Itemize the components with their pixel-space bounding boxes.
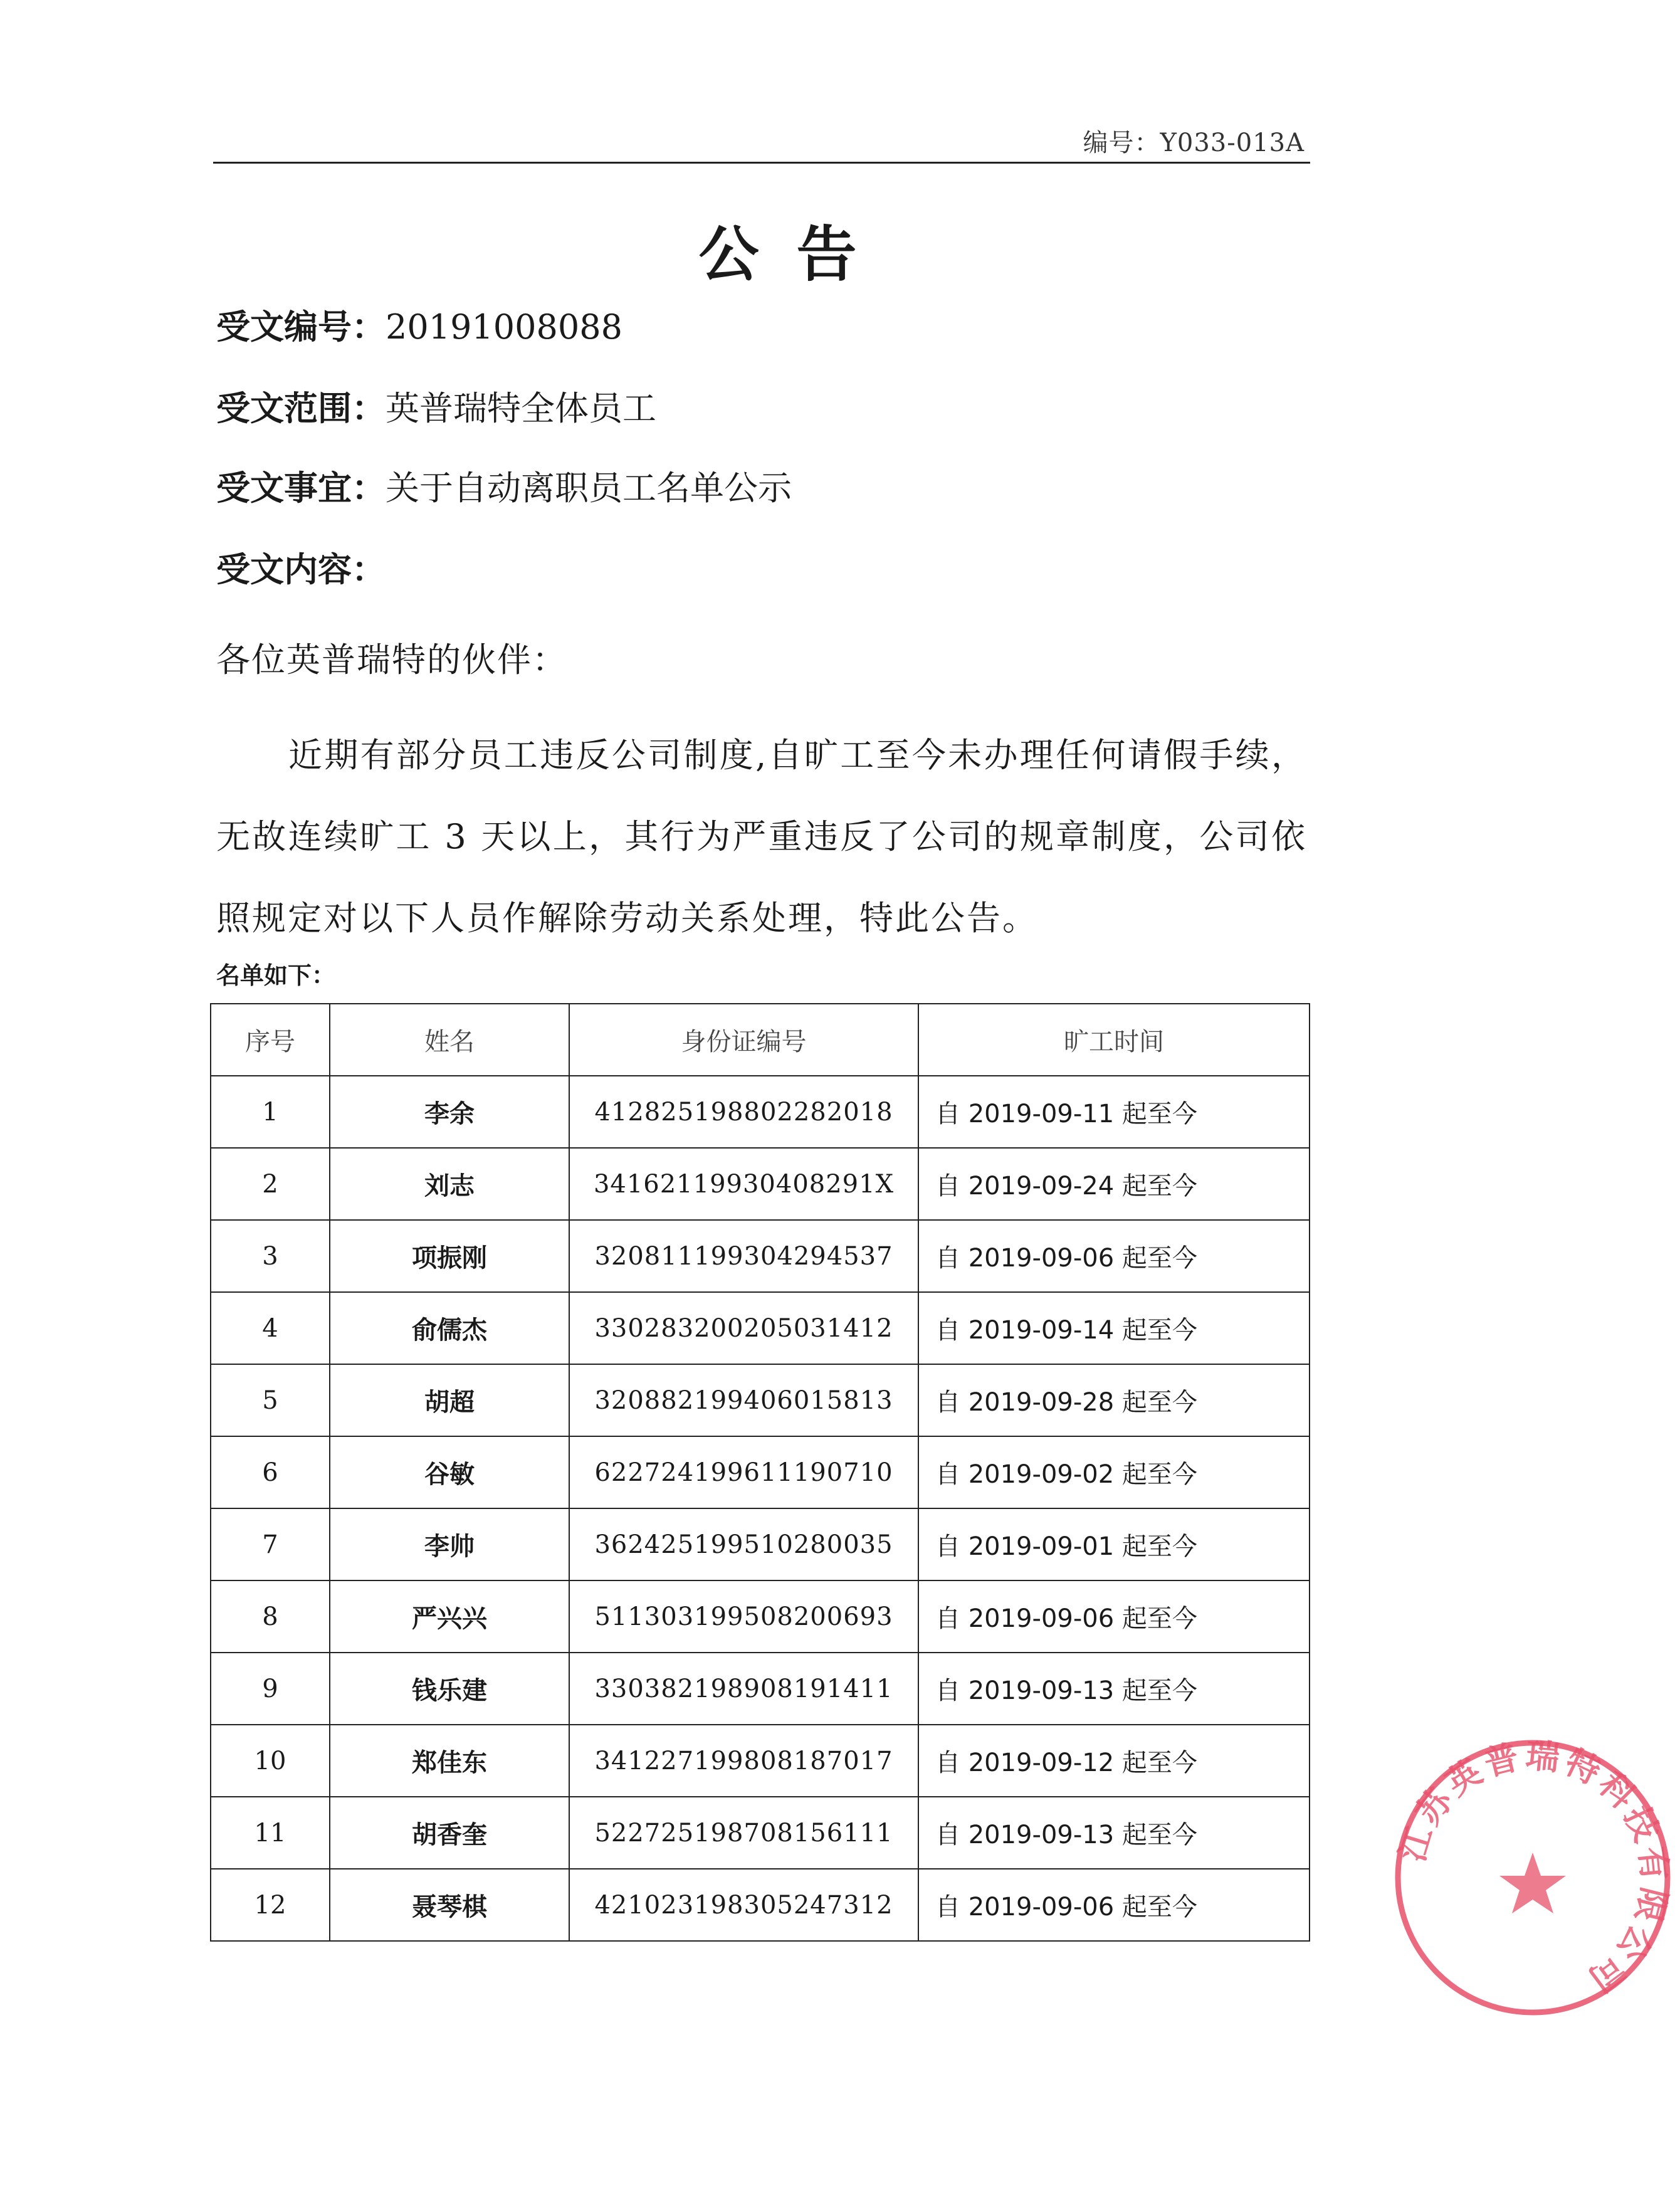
row-seq: 11 bbox=[211, 1797, 330, 1869]
dismissal-table bbox=[210, 1003, 1310, 1942]
row-seq: 4 bbox=[211, 1292, 330, 1364]
table-row bbox=[211, 1725, 1310, 1797]
header-name: 姓名 bbox=[330, 1004, 569, 1076]
row-name: 聂琴棋 bbox=[330, 1869, 569, 1941]
field-matter-label: 受文事宜： bbox=[216, 468, 386, 508]
row-absence-period: 自 2019-09-01 起至今 bbox=[918, 1508, 1310, 1580]
header-seq: 序号 bbox=[211, 1004, 330, 1076]
row-id-number: 341227199808187017 bbox=[569, 1725, 918, 1797]
row-id-number: 330382198908191411 bbox=[569, 1653, 918, 1725]
row-id-number: 330283200205031412 bbox=[569, 1292, 918, 1364]
table-row bbox=[211, 1364, 1310, 1436]
header-time: 旷工时间 bbox=[918, 1004, 1310, 1076]
row-seq: 1 bbox=[211, 1076, 330, 1148]
row-name: 李余 bbox=[330, 1076, 569, 1148]
row-absence-period: 自 2019-09-24 起至今 bbox=[918, 1148, 1310, 1220]
field-matter bbox=[216, 468, 792, 508]
table-row bbox=[211, 1292, 1310, 1364]
row-absence-period: 自 2019-09-11 起至今 bbox=[918, 1076, 1310, 1148]
row-seq: 6 bbox=[211, 1436, 330, 1508]
field-scope-value: 英普瑞特全体员工 bbox=[386, 389, 656, 428]
field-number bbox=[216, 307, 622, 347]
field-number-label: 受文编号： bbox=[216, 307, 386, 347]
row-absence-period: 自 2019-09-06 起至今 bbox=[918, 1220, 1310, 1292]
table-row bbox=[211, 1436, 1310, 1508]
table-row bbox=[211, 1869, 1310, 1941]
row-name: 严兴兴 bbox=[330, 1580, 569, 1653]
row-seq: 9 bbox=[211, 1653, 330, 1725]
row-seq: 5 bbox=[211, 1364, 330, 1436]
row-seq: 8 bbox=[211, 1580, 330, 1653]
row-absence-period: 自 2019-09-13 起至今 bbox=[918, 1797, 1310, 1869]
row-id-number: 622724199611190710 bbox=[569, 1436, 918, 1508]
page-title: 公告 bbox=[698, 219, 895, 290]
row-id-number: 362425199510280035 bbox=[569, 1508, 918, 1580]
table-row bbox=[211, 1148, 1310, 1220]
table-row bbox=[211, 1797, 1310, 1869]
table-row bbox=[211, 1508, 1310, 1580]
row-name: 胡香奎 bbox=[330, 1797, 569, 1869]
row-id-number: 320811199304294537 bbox=[569, 1220, 918, 1292]
row-name: 俞儒杰 bbox=[330, 1292, 569, 1364]
table-header-row bbox=[211, 1004, 1310, 1076]
field-content-label: 受文内容： bbox=[216, 550, 386, 589]
row-seq: 3 bbox=[211, 1220, 330, 1292]
row-seq: 12 bbox=[211, 1869, 330, 1941]
notice-body: 近期有部分员工违反公司制度,自旷工至今未办理任何请假手续，无故连续旷工 3 天以上，其行为严重违反了公司的规章制度，公司依照规定对以下人员作解除劳动关系处理，特此公告。 bbox=[216, 735, 1307, 938]
row-absence-period: 自 2019-09-06 起至今 bbox=[918, 1869, 1310, 1941]
table-row bbox=[211, 1076, 1310, 1148]
row-name: 项振刚 bbox=[330, 1220, 569, 1292]
row-seq: 10 bbox=[211, 1725, 330, 1797]
document-number: 编号：Y033-013A bbox=[1083, 129, 1305, 157]
table-row bbox=[211, 1653, 1310, 1725]
field-scope-label: 受文范围： bbox=[216, 389, 386, 428]
table-row bbox=[211, 1220, 1310, 1292]
row-id-number: 34162119930408291X bbox=[569, 1148, 918, 1220]
row-id-number: 320882199406015813 bbox=[569, 1364, 918, 1436]
row-name: 李帅 bbox=[330, 1508, 569, 1580]
field-scope bbox=[216, 389, 656, 428]
row-id-number: 412825198802282018 bbox=[569, 1076, 918, 1148]
row-absence-period: 自 2019-09-13 起至今 bbox=[918, 1653, 1310, 1725]
field-content bbox=[216, 550, 386, 589]
greeting: 各位英普瑞特的伙伴： bbox=[216, 640, 567, 680]
company-seal bbox=[1385, 1730, 1680, 2025]
row-id-number: 421023198305247312 bbox=[569, 1869, 918, 1941]
table-body bbox=[211, 1076, 1310, 1941]
row-name: 胡超 bbox=[330, 1364, 569, 1436]
table-row bbox=[211, 1580, 1310, 1653]
list-title: 名单如下： bbox=[216, 962, 336, 989]
field-matter-value: 关于自动离职员工名单公示 bbox=[386, 468, 792, 508]
svg-text:江苏英普瑞特科技有限公司 bbox=[1392, 1735, 1675, 2002]
row-absence-period: 自 2019-09-02 起至今 bbox=[918, 1436, 1310, 1508]
row-absence-period: 自 2019-09-12 起至今 bbox=[918, 1725, 1310, 1797]
row-name: 谷敏 bbox=[330, 1436, 569, 1508]
row-name: 刘志 bbox=[330, 1148, 569, 1220]
header-id: 身份证编号 bbox=[569, 1004, 918, 1076]
seal-text: 江苏英普瑞特科技有限公司 bbox=[1392, 1735, 1675, 2002]
row-name: 郑佳东 bbox=[330, 1725, 569, 1797]
field-number-value: 20191008088 bbox=[386, 307, 622, 347]
row-absence-period: 自 2019-09-14 起至今 bbox=[918, 1292, 1310, 1364]
row-name: 钱乐建 bbox=[330, 1653, 569, 1725]
row-id-number: 511303199508200693 bbox=[569, 1580, 918, 1653]
row-seq: 7 bbox=[211, 1508, 330, 1580]
row-absence-period: 自 2019-09-28 起至今 bbox=[918, 1364, 1310, 1436]
seal-star-icon bbox=[1499, 1853, 1566, 1913]
row-absence-period: 自 2019-09-06 起至今 bbox=[918, 1580, 1310, 1653]
row-id-number: 522725198708156111 bbox=[569, 1797, 918, 1869]
header-divider bbox=[213, 162, 1310, 164]
row-seq: 2 bbox=[211, 1148, 330, 1220]
